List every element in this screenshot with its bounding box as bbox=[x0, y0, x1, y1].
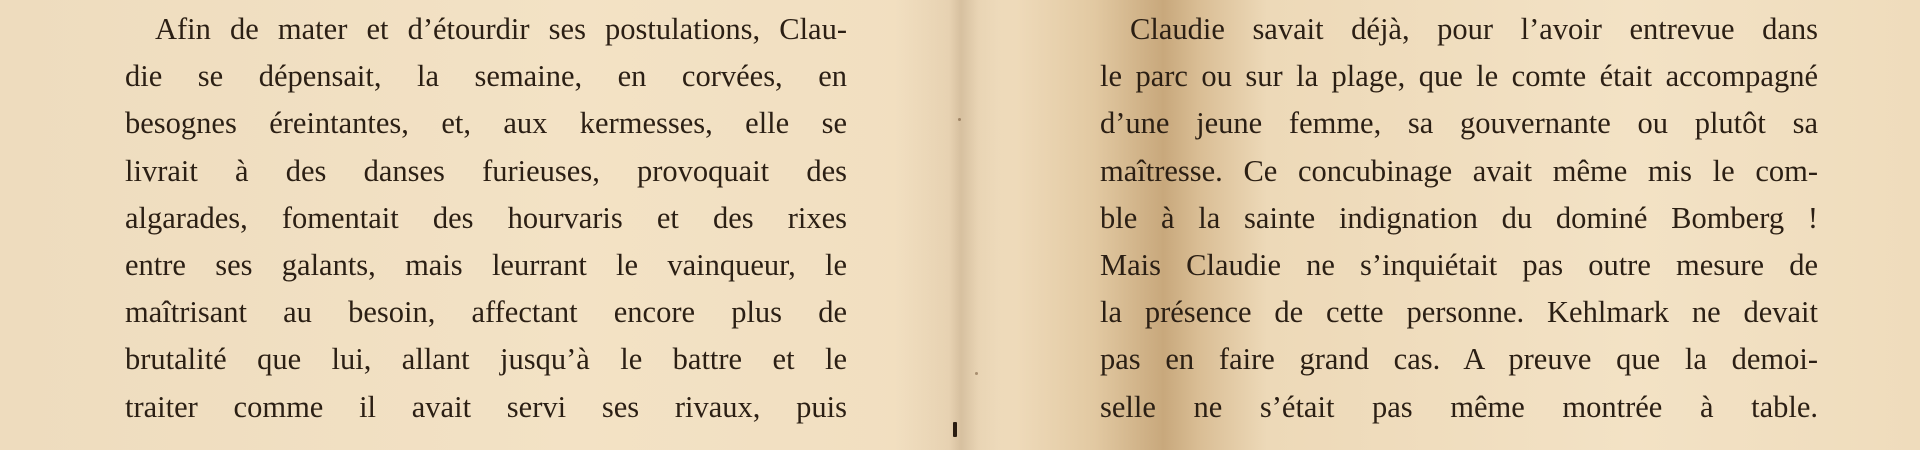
text-line: brutalité que lui, allant jusqu’à le battre et le bbox=[125, 342, 847, 377]
text-line: traiter comme il avait servi ses rivaux, puis bbox=[125, 389, 847, 424]
text-line: ble à la sainte indignation du dominé Bomberg ! bbox=[1100, 200, 1818, 235]
gutter-ink-mark bbox=[953, 422, 957, 437]
text-line: Afin de mater et d’étourdir ses postulations, Clau- bbox=[155, 12, 847, 46]
text-line: die se dépensait, la semaine, en corvées, en bbox=[125, 59, 847, 94]
text-line: algarades, fomentait des hourvaris et des rixes bbox=[125, 200, 847, 235]
text-line: le parc ou sur la plage, que le comte était accompagné bbox=[1100, 59, 1818, 94]
text-line: d’une jeune femme, sa gouvernante ou plutôt sa bbox=[1100, 106, 1818, 141]
text-line: entre ses galants, mais leurrant le vainqueur, le bbox=[125, 247, 847, 282]
text-line: selle ne s’était pas même montrée à table. bbox=[1100, 389, 1818, 424]
text-line: livrait à des danses furieuses, provoquait des bbox=[125, 153, 847, 188]
left-page bbox=[0, 0, 945, 450]
text-line: Claudie savait déjà, pour l’avoir entrevue dans bbox=[1130, 12, 1818, 46]
right-page-text bbox=[1100, 6, 1818, 431]
paper-speck bbox=[975, 372, 978, 375]
paper-speck bbox=[958, 118, 961, 121]
text-line: pas en faire grand cas. A preuve que la demoi- bbox=[1100, 342, 1818, 377]
text-line: maîtrisant au besoin, affectant encore plus de bbox=[125, 295, 847, 330]
text-line: la présence de cette personne. Kehlmark ne devait bbox=[1100, 295, 1818, 330]
text-line: besognes éreintantes, et, aux kermesses, elle se bbox=[125, 106, 847, 141]
text-line: maîtresse. Ce concubinage avait même mis le com- bbox=[1100, 153, 1818, 188]
left-page-text bbox=[125, 6, 847, 431]
text-line: Mais Claudie ne s’inquiétait pas outre mesure de bbox=[1100, 247, 1818, 282]
right-page bbox=[945, 0, 1920, 450]
